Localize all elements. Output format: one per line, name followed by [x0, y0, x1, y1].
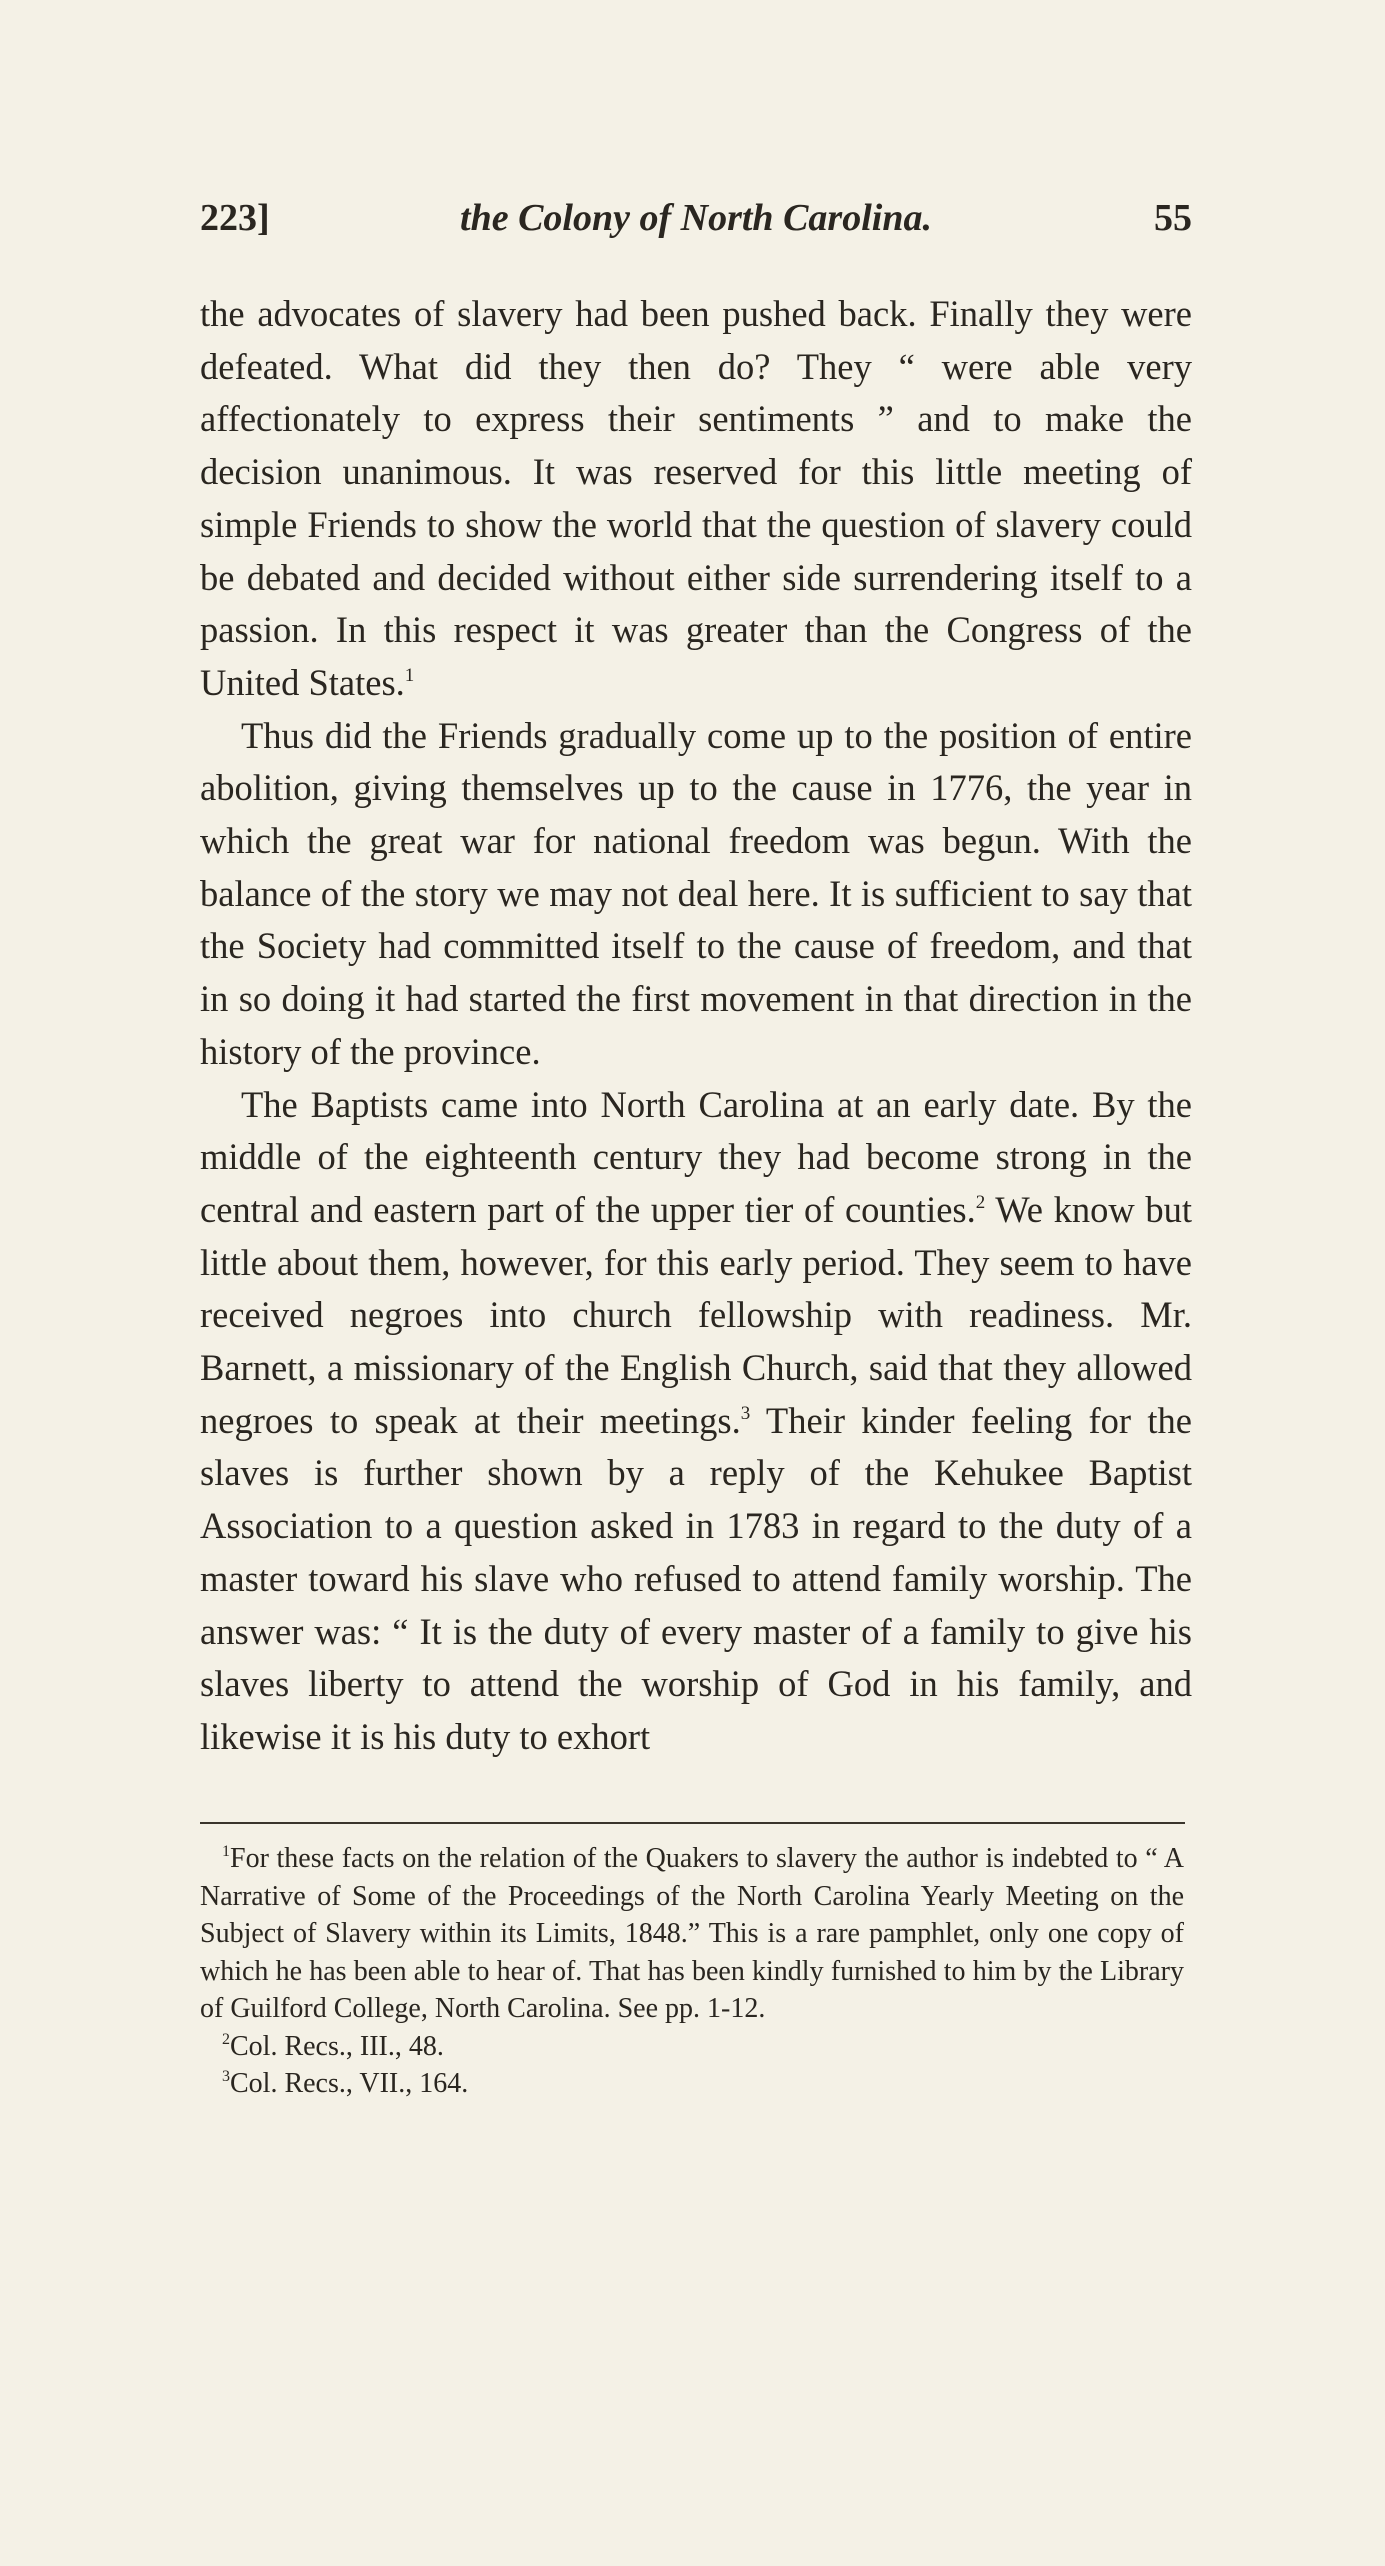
running-title: the Colony of North Carolina. — [460, 197, 932, 239]
footnotes — [200, 1840, 1184, 2103]
page-number: 55 — [1154, 197, 1192, 239]
footnote-ref-2: 2 — [975, 1191, 986, 1213]
footnote-3-text: Col. Recs., VII., 164. — [230, 2068, 469, 2099]
footnote-2-mark: 2 — [222, 2030, 230, 2048]
footnote-ref-1: 1 — [404, 664, 415, 686]
paragraph-1-text: the advocates of slavery had been pushed back. Finally they were defeated. What did they then do? They “ were able very affectionately to express their sentiments ” and to make the decision unanimous. It was reserved for this little meeting of simple Friends to show the world that the question of slavery could be debated and decided without either side surrendering itself to a passion. In this respect it was greater than the Congress of the United States. — [200, 293, 1192, 703]
running-header — [200, 193, 1192, 243]
footnote-2 — [200, 2028, 1184, 2066]
paragraph-3-part-1: The Baptists came into North Carolina at an early date. By the middle of the eighteenth century they had become strong in the central and eastern part of the upper tier of counties. — [200, 1083, 1192, 1230]
paragraph-2: Thus did the Friends gradually come up to the position of entire abolition, giving themselves up to the cause in 1776, the year in which the great war for national freedom was begun. With the balance of the story we may not deal here. It is sufficient to say that the Society had committed itself to the cause of freedom, and that in so doing it had started the first movement in that direction in the history of the province. — [200, 714, 1192, 1072]
paragraph-1 — [200, 288, 1192, 710]
paragraph-3-part-3: Their kinder feeling for the slaves is further shown by a reply of the Kehukee Baptist Association to a question asked in 1783 in regard to the duty of a master toward his slave who refused to attend family worship. The answer was: “ It is the duty of every master of a family to give his slaves liberty to attend the worship of God in his family, and likewise it is his duty to exhort — [200, 1399, 1192, 1757]
footnote-2-text: Col. Recs., III., 48. — [230, 2030, 444, 2062]
main-text — [200, 288, 1192, 1764]
footnote-1-mark: 1 — [222, 1843, 230, 1860]
footnote-ref-3: 3 — [740, 1402, 751, 1424]
footnote-divider — [200, 1822, 1185, 1824]
footnote-1 — [200, 1840, 1184, 2028]
paragraph-3 — [200, 1079, 1192, 1764]
paragraph-3-part-2: We know but little about them, however, for this early period. They seem to have received negroes into church fellowship with readiness. Mr. Barnett, a missionary of the English Church, said that they allowed negroes to speak at their meetings. — [200, 1188, 1192, 1441]
footnote-1-text: For these facts on the relation of the Quakers to slavery the author is indebted to “ A Narrative of Some of the Proceedings of the North Carolina Yearly Meeting on the Subject of Slavery within its Limits, 1848.” This is a rare pamphlet, only one copy of which he has been able to hear of. That has been kindly furnished to him by the Library of Guilford College, North Carolina. See pp. 1-12. — [200, 1843, 1184, 2024]
footnote-3 — [200, 2065, 1184, 2103]
chapter-page-ref: 223] — [200, 197, 270, 239]
footnote-3-mark: 3 — [222, 2068, 230, 2085]
